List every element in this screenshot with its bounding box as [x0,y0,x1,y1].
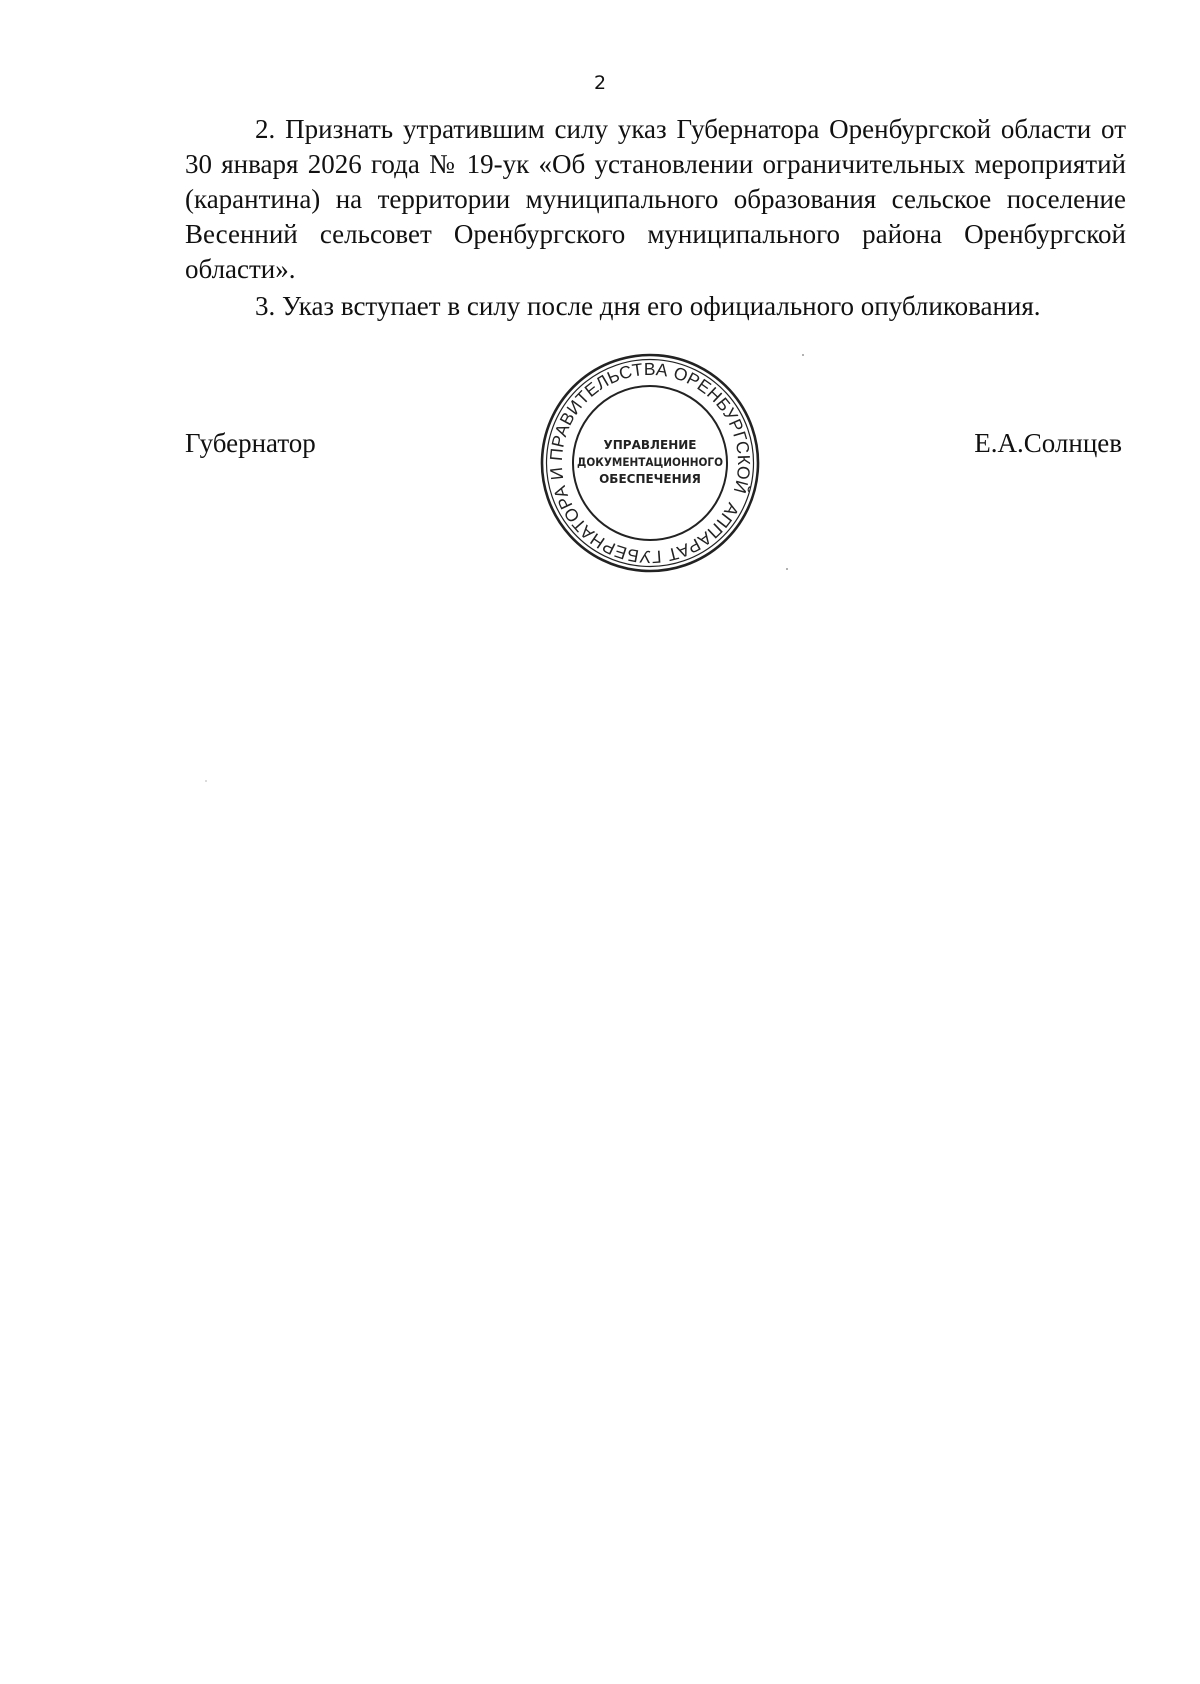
paragraph-2-repeal: 2. Признать утратившим силу указ Губернатора Оренбургской области от 30 января 2026 года № 19-ук «Об установлении ограничительных мероприятий (карантина) на территории муниципального образования сельское поселение Весенний сельсовет Оренбургского муниципального района Оренбургской области». [185,114,1126,284]
document-body [185,112,1126,324]
scan-speck [786,568,788,570]
paragraph-3-entry-into-force: 3. Указ вступает в силу после дня его официального опубликования. [255,291,1041,321]
scan-speck [802,354,804,356]
seal-center-line-2: ДОКУМЕНТАЦИОННОГО [577,455,724,469]
signatory-title: Губернатор [185,428,316,458]
seal-center-line-3: ОБЕСПЕЧЕНИЯ [599,472,701,486]
scan-speck [205,780,207,782]
page-number: 2 [593,72,607,94]
signatory-name: Е.А.Солнцев [974,428,1122,458]
official-seal [537,350,763,576]
seal-graphic [537,350,763,576]
seal-center-line-1: УПРАВЛЕНИЕ [603,438,697,452]
seal-ring-text: АППАРАТ ГУБЕРНАТОРА И ПРАВИТЕЛЬСТВА ОРЕНБУРГСКОЙ [545,358,755,568]
